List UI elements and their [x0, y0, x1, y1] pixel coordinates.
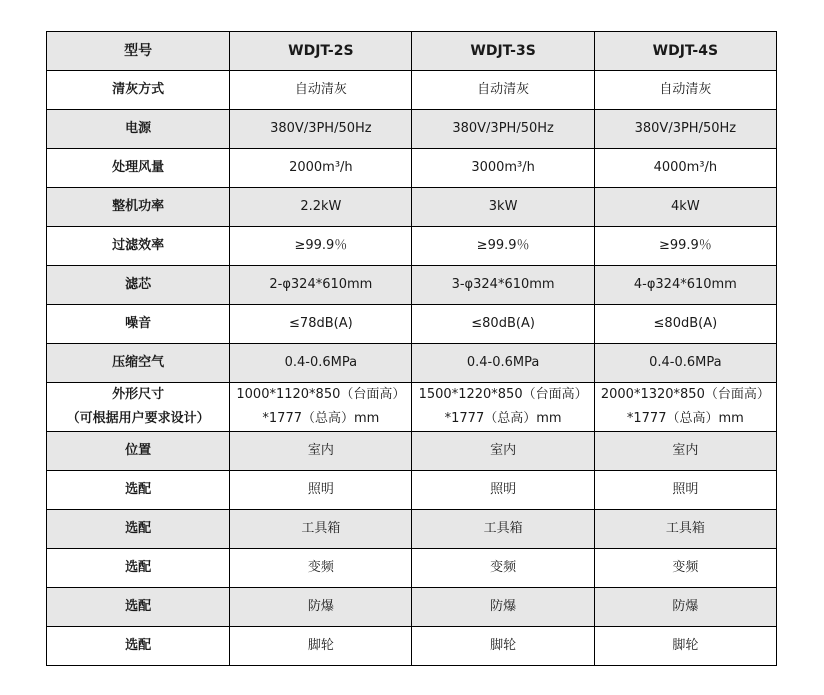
table-cell: 工具箱 [412, 510, 594, 549]
header-label-cell: 型号 [47, 32, 230, 71]
table-cell: 2.2kW [230, 188, 412, 227]
table-cell: 2-φ324*610mm [230, 266, 412, 305]
row-label: 滤芯 [47, 266, 230, 305]
table-row-option-vfd [47, 549, 777, 588]
table-row-cleaning-method [47, 71, 777, 110]
table-cell: ≥99.9％ [230, 227, 412, 266]
row-label: 噪音 [47, 305, 230, 344]
dimensions-line1: 1500*1220*850（台面高） [418, 387, 588, 402]
row-label: 电源 [47, 110, 230, 149]
table-cell: 380V/3PH/50Hz [412, 110, 594, 149]
row-label: 选配 [47, 588, 230, 627]
table-cell: 脚轮 [594, 627, 776, 666]
spec-table [46, 31, 777, 666]
table-cell: 变频 [594, 549, 776, 588]
row-label: 整机功率 [47, 188, 230, 227]
table-cell: ≤80dB(A) [412, 305, 594, 344]
table-cell: ≥99.9％ [594, 227, 776, 266]
table-row-option-explosion-proof [47, 588, 777, 627]
table-cell: 4kW [594, 188, 776, 227]
table-cell: 自动清灰 [412, 71, 594, 110]
row-label: 选配 [47, 471, 230, 510]
dimensions-line2: *1777（总高）mm [444, 411, 562, 426]
dimensions-line2: *1777（总高）mm [626, 411, 744, 426]
table-cell: 自动清灰 [594, 71, 776, 110]
table-row-air-volume [47, 149, 777, 188]
table-cell: 2000m³/h [230, 149, 412, 188]
table-cell: ≤80dB(A) [594, 305, 776, 344]
table-cell: 室内 [412, 432, 594, 471]
table-cell: 4000m³/h [594, 149, 776, 188]
row-label: 清灰方式 [47, 71, 230, 110]
row-label: 选配 [47, 627, 230, 666]
table-cell [594, 383, 776, 432]
model-cell-wdjt-3s: WDJT-3S [412, 32, 594, 71]
dimensions-label-line2: （可根据用户要求设计） [66, 411, 210, 426]
table-cell: 4-φ324*610mm [594, 266, 776, 305]
table-cell [412, 383, 594, 432]
table-row-dimensions [47, 383, 777, 432]
table-row-compressed-air [47, 344, 777, 383]
table-row-option-casters [47, 627, 777, 666]
dimensions-line2: *1777（总高）mm [262, 411, 380, 426]
table-cell: ≥99.9％ [412, 227, 594, 266]
table-row-total-power [47, 188, 777, 227]
table-cell [230, 383, 412, 432]
table-cell: 工具箱 [230, 510, 412, 549]
table-row-power-supply [47, 110, 777, 149]
row-label: 处理风量 [47, 149, 230, 188]
table-cell: 3-φ324*610mm [412, 266, 594, 305]
table-row-location [47, 432, 777, 471]
table-cell: 变频 [412, 549, 594, 588]
table-row-filter-cartridge [47, 266, 777, 305]
table-cell: 照明 [412, 471, 594, 510]
table-cell: 室内 [594, 432, 776, 471]
row-label: 选配 [47, 549, 230, 588]
table-row-filter-efficiency [47, 227, 777, 266]
model-cell-wdjt-2s: WDJT-2S [230, 32, 412, 71]
table-cell: 380V/3PH/50Hz [230, 110, 412, 149]
table-cell: 3000m³/h [412, 149, 594, 188]
table-cell: 防爆 [594, 588, 776, 627]
model-cell-wdjt-4s: WDJT-4S [594, 32, 776, 71]
table-cell: 3kW [412, 188, 594, 227]
header-row [47, 32, 777, 71]
table-row-noise [47, 305, 777, 344]
table-cell: 变频 [230, 549, 412, 588]
row-label: 选配 [47, 510, 230, 549]
table-cell: 照明 [594, 471, 776, 510]
row-label: 压缩空气 [47, 344, 230, 383]
dimensions-label-line1: 外形尺寸 [112, 387, 165, 402]
table-cell: ≤78dB(A) [230, 305, 412, 344]
table-cell: 0.4-0.6MPa [412, 344, 594, 383]
table-cell: 工具箱 [594, 510, 776, 549]
dimensions-line1: 2000*1320*850（台面高） [600, 387, 770, 402]
dimensions-line1: 1000*1120*850（台面高） [236, 387, 406, 402]
table-row-option-toolbox [47, 510, 777, 549]
table-cell: 防爆 [230, 588, 412, 627]
row-label-dimensions [47, 383, 230, 432]
table-cell: 自动清灰 [230, 71, 412, 110]
table-row-option-lighting [47, 471, 777, 510]
table-cell: 380V/3PH/50Hz [594, 110, 776, 149]
row-label: 位置 [47, 432, 230, 471]
table-cell: 脚轮 [230, 627, 412, 666]
table-cell: 0.4-0.6MPa [230, 344, 412, 383]
table-cell: 照明 [230, 471, 412, 510]
table-cell: 脚轮 [412, 627, 594, 666]
table-cell: 室内 [230, 432, 412, 471]
table-cell: 防爆 [412, 588, 594, 627]
row-label: 过滤效率 [47, 227, 230, 266]
table-cell: 0.4-0.6MPa [594, 344, 776, 383]
